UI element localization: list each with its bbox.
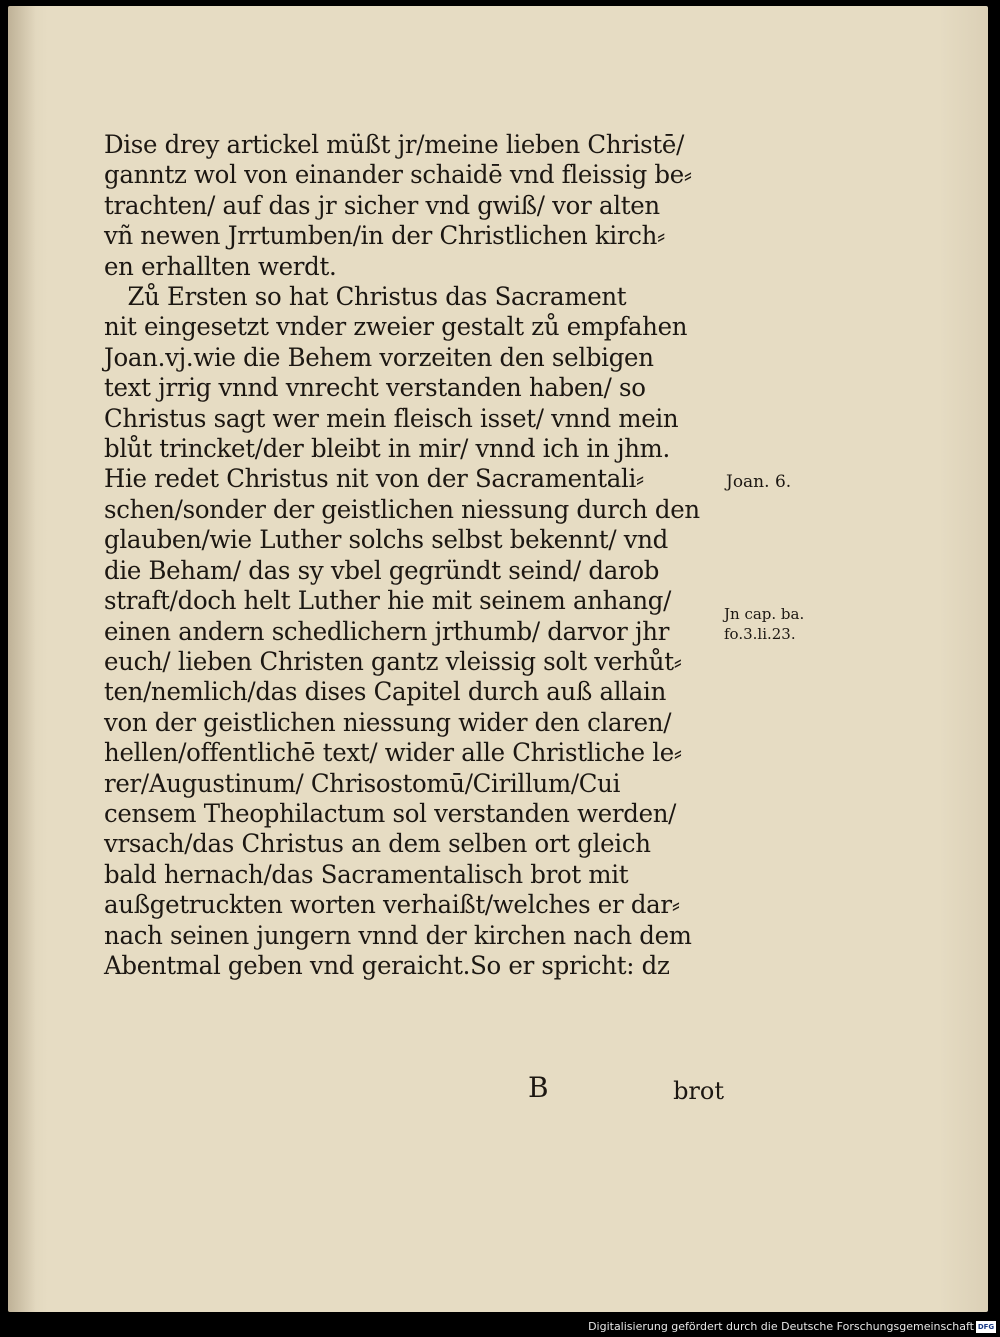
dfg-logo-icon: DFG bbox=[977, 1323, 995, 1331]
text-line: trachten/ auf das jr sicher vnd gwiß/ vor alten bbox=[104, 190, 660, 220]
text-line: censem Theophilactum sol verstanden werden/ bbox=[104, 798, 677, 828]
text-line: hellen/offentlichē text/ wider alle Christliche le⸗ bbox=[104, 738, 682, 768]
text-line: Christus sagt wer mein fleisch isset/ vnnd mein bbox=[104, 403, 679, 433]
text-line: euch/ lieben Christen gantz vleissig solt verhůt⸗ bbox=[104, 646, 682, 676]
text-line: Joan.vj.wie die Behem vorzeiten den selbigen bbox=[104, 342, 654, 372]
text-line: nit eingesetzt vnder zweier gestalt zů empfahen bbox=[104, 312, 688, 342]
main-text-block bbox=[104, 130, 744, 981]
text-line: einen andern schedlichern jrthumb/ darvor jhr bbox=[104, 616, 670, 646]
text-line: Hie redet Christus nit von der Sacramentali⸗ bbox=[104, 464, 644, 494]
marginal-note-line: fo.3.li.23. bbox=[724, 625, 796, 643]
text-line: glauben/wie Luther solchs selbst bekennt/ vnd bbox=[104, 525, 669, 555]
text-line: Abentmal geben vnd geraicht.So er spricht: dz bbox=[104, 950, 670, 980]
marginal-note-reference bbox=[724, 604, 804, 644]
catchword: brot bbox=[673, 1077, 724, 1105]
text-line: nach seinen jungern vnnd der kirchen nach dem bbox=[104, 920, 692, 950]
signature-mark: B bbox=[528, 1071, 549, 1104]
text-line: text jrrig vnnd vnrecht verstanden haben/ so bbox=[104, 373, 646, 403]
text-line: schen/sonder der geistlichen niessung durch den bbox=[104, 494, 700, 524]
text-line: straft/doch helt Luther hie mit seinem anhang/ bbox=[104, 586, 672, 616]
text-line: ganntz wol von einander schaidē vnd fleissig be⸗ bbox=[104, 160, 692, 190]
text-line: vñ newen Jrrtumben/in der Christlichen kirch⸗ bbox=[104, 221, 665, 251]
funding-notice: Digitalisierung gefördert durch die Deutsche Forschungsgemeinschaft bbox=[588, 1320, 974, 1333]
text-line: außgetruckten worten verhaißt/welches er dar⸗ bbox=[104, 890, 680, 920]
book-page bbox=[8, 6, 988, 1312]
text-line: bald hernach/das Sacramentalisch brot mit bbox=[104, 859, 629, 889]
text-line: en erhallten werdt. bbox=[104, 251, 337, 281]
digitization-footer bbox=[0, 1318, 1000, 1337]
text-line: ten/nemlich/das dises Capitel durch auß allain bbox=[104, 677, 667, 707]
text-line: blůt trincket/der bleibt in mir/ vnnd ich in jhm. bbox=[104, 434, 671, 464]
text-line: Zů Ersten so hat Christus das Sacrament bbox=[127, 282, 627, 312]
spine-shadow bbox=[8, 6, 36, 1312]
text-line: vrsach/das Christus an dem selben ort gleich bbox=[104, 829, 651, 859]
marginal-note-line: Jn cap. ba. bbox=[724, 605, 805, 623]
text-line: rer/Augustinum/ Chrisostomū/Cirillum/Cui bbox=[104, 768, 621, 798]
text-line: Dise drey artickel müßt jr/meine lieben Christē/ bbox=[104, 130, 685, 159]
page-foot-row bbox=[104, 1071, 724, 1105]
text-line: von der geistlichen niessung wider den claren/ bbox=[104, 707, 672, 737]
text-line: die Beham/ das sy vbel gegründt seind/ darob bbox=[104, 555, 660, 585]
marginal-note-joan: Joan. 6. bbox=[726, 472, 792, 492]
